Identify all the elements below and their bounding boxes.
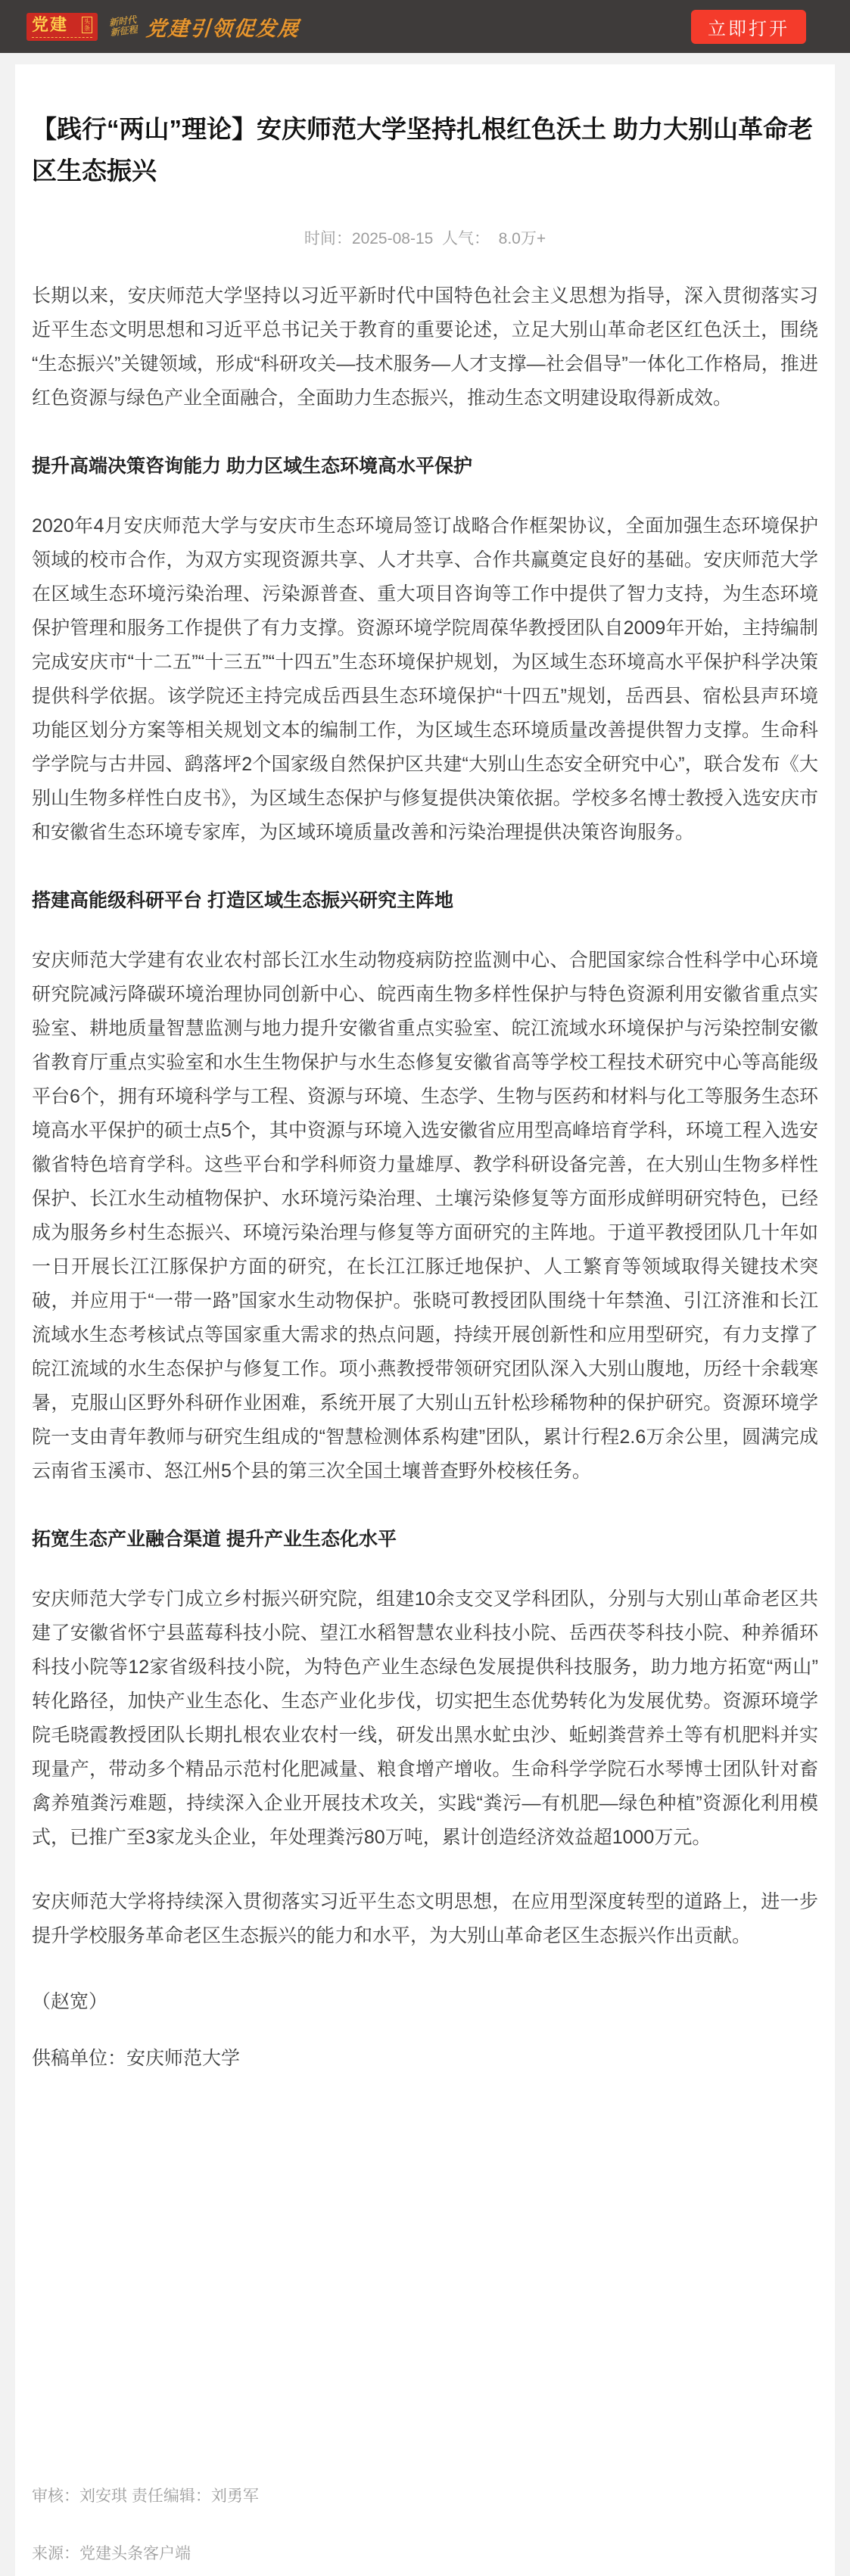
slogan-small bbox=[109, 15, 139, 38]
logo-row bbox=[32, 16, 92, 34]
source-line: 来源：党建头条客户端 bbox=[32, 2545, 191, 2562]
slogan-small-line1: 新时代 bbox=[108, 14, 137, 29]
article-paragraph-3: 安庆师范大学建有农业农村部长江水生动物疫病防控监测中心、合肥国家综合性科学中心环境研究院减污降碳环境治理协同创新中心、皖西南生物多样性保护与特色资源利用安徽省重点实验室、耕地质量智慧监测与地力提升安徽省重点实验室、皖江流域水环境保护与污染控制安徽省教育厅重点实验室和水生生物保护与水生态修复安徽省高等学校工程技术研究中心等高能级平台6个，拥有环境科学与工程、资源与环境、生态学、生物与医药和材料与化工等服务生态环境高水平保护的硕士点5个，其中资源与环境入选安徽省应用型高峰培育学科，环境工程入选安徽省特色培育学科。这些平台和学科师资力量雄厚、教学科研设备完善，在大别山生物多样性保护、长江水生动植物保护、水环境污染治理、土壤污染修复等方面形成鲜明研究特色，已经成为服务乡村生态振兴、环境污染治理与修复等方面研究的主阵地。于道平教授团队几十年如一日开展长江江豚保护方面的研究，在长江江豚迁地保护、人工繁育等领域取得关键技术突破，并应用于“一带一路”国家水生动物保护。张晓可教授团队围绕十年禁渔、引江济淮和长江流域水生态考核试点等国家重大需求的热点问题，持续开展创新性和应用型研究，有力支撑了皖江流域的水生态保护与修复工作。项小燕教授带领研究团队深入大别山腹地，历经十余载寒暑，克服山区野外科研作业困难，系统开展了大别山五针松珍稀物种的保护研究。资源环境学院一支由青年教师与研究生组成的“智慧检测体系构建”团队，累计行程2.6万余公里，圆满完成云南省玉溪市、怒江州5个县的第三次全国土壤普查野外校核任务。 bbox=[32, 950, 818, 1482]
article-paragraph-1: 长期以来，安庆师范大学坚持以习近平新时代中国特色社会主义思想为指导，深入贯彻落实习近平生态文明思想和习近平总书记关于教育的重要论述，立足大别山革命老区红色沃土，围绕“生态振兴”关键领域，形成“科研攻关—技术服务—人才支撑—社会倡导”一体化工作格局，推进红色资源与绿色产业全面融合，全面助力生态振兴，推动生态文明建设取得新成效。 bbox=[32, 285, 818, 409]
article-card bbox=[15, 64, 835, 2576]
logo-badge: 头条 bbox=[82, 17, 92, 33]
review-editor-line: 审核：刘安琪 责任编辑：刘勇军 bbox=[32, 2487, 259, 2505]
slogan-main: 党建引领促发展 bbox=[145, 17, 300, 40]
logo-text: 党建 bbox=[32, 14, 69, 34]
article-paragraph-4: 安庆师范大学专门成立乡村振兴研究院，组建10余支交叉学科团队，分别与大别山革命老区共建了安徽省怀宁县蓝莓科技小院、望江水稻智慧农业科技小院、岳西茯苓科技小院、种养循环科技小院等12家省级科技小院，为特色产业生态绿色发展提供科技服务，助力地方拓宽“两山”转化路径，加快产业生态化、生态产业化步伐，切实把生态优势转化为发展优势。资源环境学院毛晓霞教授团队长期扎根农业农村一线，研发出黑水虻虫沙、蚯蚓粪营养土等有机肥料并实现量产，带动多个精品示范村化肥减量、粮食增产增收。生命科学学院石水琴博士团队针对畜禽养殖粪污难题，持续深入企业开展技术攻关，实践“粪污—有机肥—绿色种植”资源化利用模式，已推广至3家龙头企业，年处理粪污80万吨，累计创造经济效益超1000万元。 bbox=[32, 1588, 818, 1848]
section-heading-2: 搭建高能级科研平台 打造区域生态振兴研究主阵地 bbox=[32, 890, 453, 911]
section-heading-3: 拓宽生态产业融合渠道 提升产业生态化水平 bbox=[32, 1529, 397, 1550]
app-logo bbox=[26, 13, 98, 41]
article-paragraph-2: 2020年4月安庆师范大学与安庆市生态环境局签订战略合作框架协议，全面加强生态环境保护领域的校市合作，为双方实现资源共享、人才共享、合作共赢奠定良好的基础。安庆师范大学在区域生态环境污染治理、污染源普查、重大项目咨询等工作中提供了智力支持，为生态环境保护管理和服务工作提供了有力支撑。资源环境学院周葆华教授团队自2009年开始，主持编制完成安庆市“十二五”“十三五”“十四五”生态环境保护规划，为区域生态环境高水平保护科学决策提供科学依据。该学院还主持完成岳西县生态环境保护“十四五”规划，岳西县、宿松县声环境功能区划分方案等相关规划文本的编制工作，为区域生态环境质量改善提供智力支撑。生命科学学院与古井园、鹞落坪2个国家级自然保护区共建“大别山生态安全研究中心”，联合发布《大别山生物多样性白皮书》，为区域生态保护与修复提供决策依据。学校多名博士教授入选安庆市和安徽省生态环境专家库，为区域环境质量改善和污染治理提供决策咨询服务。 bbox=[32, 515, 818, 843]
article-title: 【践行“两山”理论】安庆师范大学坚持扎根红色沃土 助力大别山革命老区生态振兴 bbox=[32, 115, 814, 185]
author-byline: （赵宽） bbox=[32, 1991, 108, 2012]
article-footer bbox=[32, 2485, 259, 2565]
slogan-small-line2: 新征程 bbox=[110, 23, 139, 39]
logo-caption-line bbox=[32, 37, 92, 38]
app-banner bbox=[0, 0, 850, 53]
open-app-button[interactable]: 立即打开 bbox=[691, 10, 806, 44]
article-paragraph-5: 安庆师范大学将持续深入贯彻落实习近平生态文明思想，在应用型深度转型的道路上，进一步提升学校服务革命老区生态振兴的能力和水平，为大别山革命老区生态振兴作出贡献。 bbox=[32, 1891, 818, 1946]
article-body bbox=[32, 279, 818, 2076]
article-meta: 时间：2025-08-15 人气： 8.0万+ bbox=[304, 230, 546, 247]
section-heading-1: 提升高端决策咨询能力 助力区域生态环境高水平保护 bbox=[32, 456, 472, 477]
contributor-line: 供稿单位：安庆师范大学 bbox=[32, 2048, 241, 2069]
